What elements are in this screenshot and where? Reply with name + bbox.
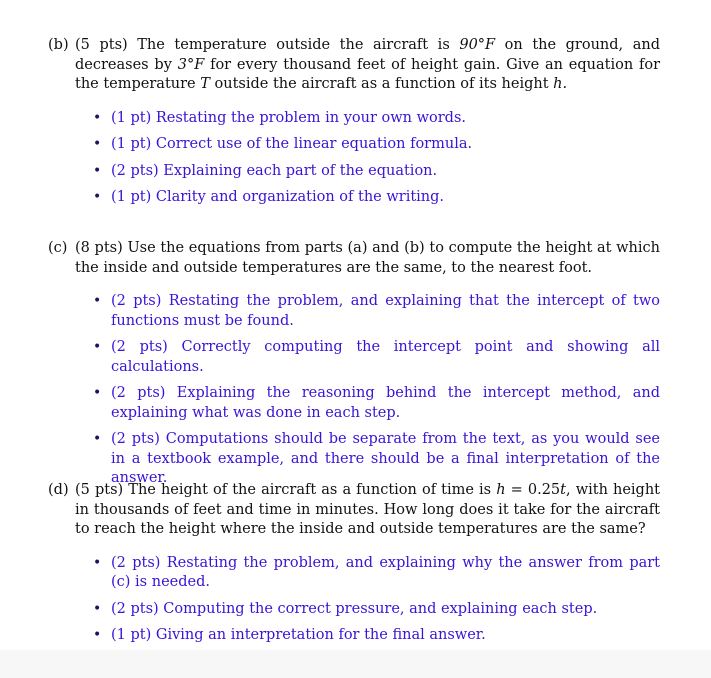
part-b-math-3: T bbox=[200, 76, 210, 92]
rubric-item bbox=[93, 135, 660, 155]
part-b-text-5: . bbox=[562, 76, 568, 92]
rubric-item-text: (2 pts) Restating the problem, and explaining that the intercept of two functions must be found. bbox=[111, 293, 660, 329]
part-c-text bbox=[75, 239, 660, 278]
bullet-icon: • bbox=[93, 627, 102, 643]
rubric-item bbox=[93, 109, 660, 129]
rubric-item bbox=[93, 338, 660, 377]
bullet-icon: • bbox=[93, 293, 102, 309]
bullet-icon: • bbox=[93, 554, 102, 571]
bullet-icon: • bbox=[93, 109, 102, 126]
rubric-item-text: (2 pts) Computations should be separate from the text, as you would see in a textbook example, and there should be a final interpretation of the answer. bbox=[111, 431, 660, 486]
bullet-icon: • bbox=[93, 339, 102, 355]
part-b-text-1: The temperature outside the aircraft is bbox=[127, 37, 460, 53]
part-c bbox=[48, 239, 660, 496]
part-b-text-4: outside the aircraft as a function of its height bbox=[209, 76, 554, 92]
part-b-math-1: 90°F bbox=[459, 37, 496, 53]
part-d-label: (d) bbox=[48, 482, 69, 498]
bullet-icon: • bbox=[93, 136, 102, 152]
rubric-item-text: (1 pt) Correct use of the linear equation formula. bbox=[111, 136, 473, 152]
part-c-points: (8 pts) bbox=[75, 240, 123, 256]
rubric-item-text: (2 pts) Computing the correct pressure, and explaining each step. bbox=[111, 600, 598, 617]
part-d-points: (5 pts) bbox=[75, 482, 124, 498]
bullet-icon: • bbox=[93, 189, 102, 205]
rubric-item-text: (1 pt) Giving an interpretation for the final answer. bbox=[111, 627, 486, 643]
part-d-question bbox=[48, 481, 660, 540]
rubric-item bbox=[93, 430, 660, 489]
part-d-math-2: t bbox=[560, 482, 566, 498]
part-b-label: (b) bbox=[48, 37, 69, 53]
rubric-item-text: (1 pt) Clarity and organization of the writing. bbox=[111, 189, 445, 205]
rubric-item-text: (2 pts) Restating the problem, and explaining why the answer from part (c) is needed. bbox=[111, 554, 660, 590]
part-d-rubric bbox=[48, 554, 660, 646]
rubric-item-text: (1 pt) Restating the problem in your own words. bbox=[111, 109, 467, 126]
part-b-rubric bbox=[48, 109, 660, 208]
part-b-question bbox=[48, 36, 660, 95]
rubric-item-text: (2 pts) Explaining each part of the equation. bbox=[111, 162, 438, 179]
rubric-item bbox=[93, 600, 660, 620]
rubric-item-text: (2 pts) Correctly computing the intercept point and showing all calculations. bbox=[111, 339, 660, 375]
rubric-item bbox=[93, 554, 660, 593]
part-b-text-2: on the ground, and decreases by bbox=[75, 37, 661, 73]
rubric-item bbox=[93, 384, 660, 423]
part-d-text-2: = 0.25 bbox=[505, 482, 561, 498]
rubric-item bbox=[93, 626, 660, 646]
part-c-rubric bbox=[48, 292, 660, 489]
footer-band bbox=[0, 650, 711, 678]
rubric-item bbox=[93, 162, 660, 182]
part-c-text-1: Use the equations from parts (a) and (b) to compute the height at which the inside and outside temperatures are the same, to the nearest foot. bbox=[75, 240, 660, 276]
part-b bbox=[48, 36, 660, 215]
bullet-icon: • bbox=[93, 600, 102, 617]
part-d-text-3: , with height in thousands of feet and time in minutes. How long does it take for the aircraft to reach the height where the inside and outside temperatures are the same? bbox=[75, 482, 661, 537]
part-d-text bbox=[75, 481, 660, 540]
bullet-icon: • bbox=[93, 431, 102, 447]
part-b-text-3: for every thousand feet of height gain. Give an equation for the temperature bbox=[75, 56, 661, 92]
part-d-math-1: h bbox=[496, 482, 506, 498]
part-c-question bbox=[48, 239, 660, 278]
part-d-text-1: The height of the aircraft as a function of time is bbox=[123, 482, 497, 498]
part-b-points: (5 pts) bbox=[75, 37, 128, 53]
part-d bbox=[48, 481, 660, 653]
part-b-text bbox=[75, 36, 660, 95]
rubric-item-text: (2 pts) Explaining the reasoning behind the intercept method, and explaining what was done in each step. bbox=[111, 385, 660, 421]
rubric-item bbox=[93, 188, 660, 208]
rubric-item bbox=[93, 292, 660, 331]
bullet-icon: • bbox=[93, 385, 102, 401]
bullet-icon: • bbox=[93, 162, 102, 179]
part-b-math-2: 3°F bbox=[177, 56, 205, 73]
part-c-label: (c) bbox=[48, 240, 68, 256]
part-b-math-4: h bbox=[553, 76, 563, 92]
